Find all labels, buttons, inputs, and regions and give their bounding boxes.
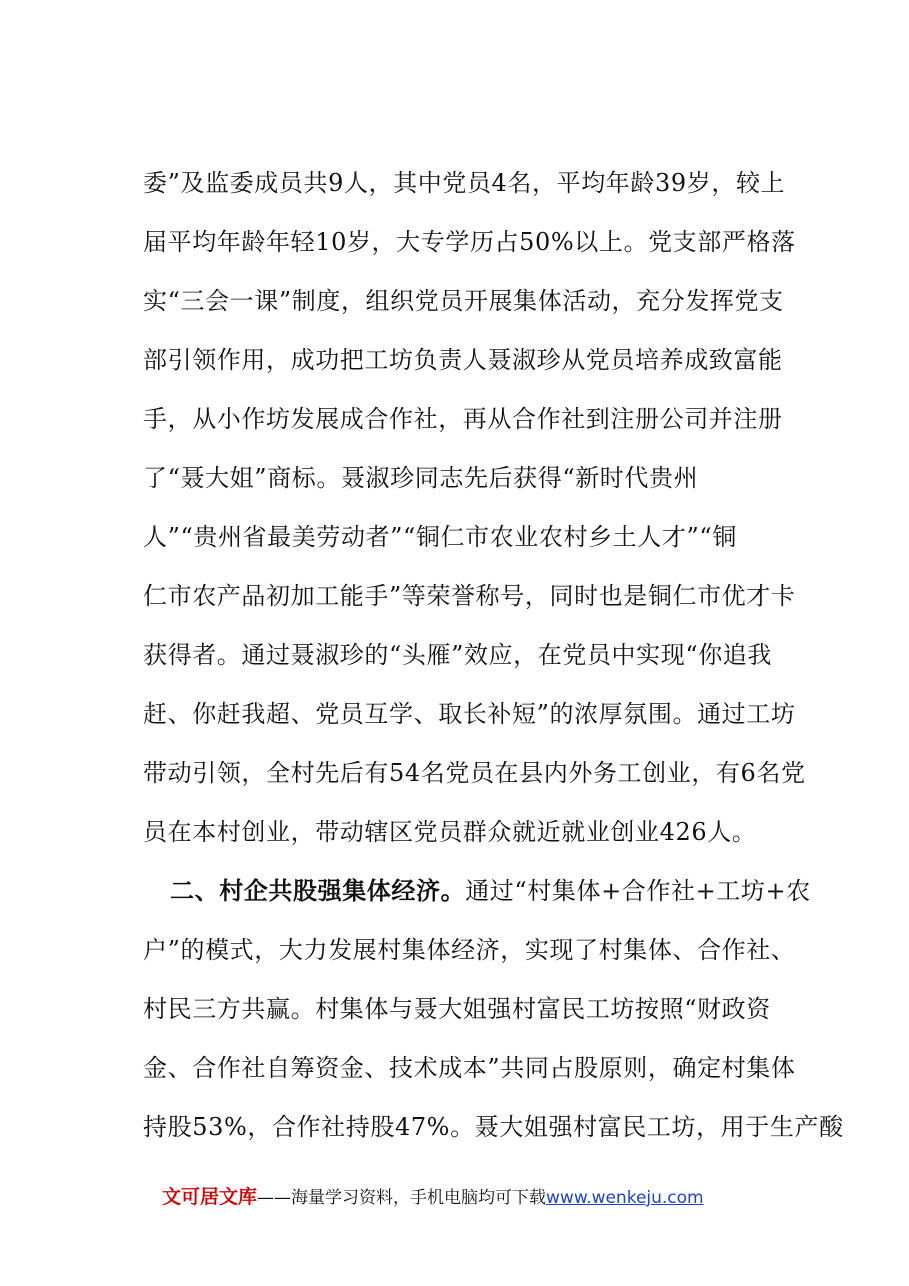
body-text-line: 村民三方共赢。村集体与聂大姐强村富民工坊按照“财政资 [143,995,771,1023]
body-text-line: 赶、你赶我超、党员互学、取长补短”的浓厚氛围。通过工坊 [143,700,796,728]
section-2-first-line [170,871,822,911]
body-text-line: 获得者。通过聂淑珍的“头雁”效应，在党员中实现“你追我 [143,641,773,669]
footer-banner [162,1182,704,1212]
section-2-heading: 二、村企共股强集体经济。 [170,877,466,905]
body-text-line: 户”的模式，大力发展村集体经济，实现了村集体、合作社、 [143,936,796,964]
body-text-line: 届平均年龄年轻10岁，大专学历占50%以上。党支部严格落 [143,228,796,256]
body-text-line: 实“三会一课”制度，组织党员开展集体活动，充分发挥党支 [143,287,784,315]
footer-brand: 文可居文库 [162,1186,258,1208]
body-text-line: 带动引领，全村先后有54名党员在县内外务工创业，有6名党 [143,759,806,787]
body-text-line: 仁市农产品初加工能手”等荣誉称号，同时也是铜仁市优才卡 [143,582,796,610]
body-text-line: 持股53%，合作社持股47%。聂大姐强村富民工坊，用于生产酸 [143,1113,844,1141]
section-2-first-line-rest: 通过“村集体+合作社+工坊+农 [465,877,811,905]
body-text-line: 金、合作社自筹资金、技术成本”共同占股原则，确定村集体 [143,1054,796,1082]
body-text-line: 委”及监委成员共9人，其中党员4名，平均年龄39岁，较上 [143,169,786,197]
body-text-line: 部引领作用，成功把工坊负责人聂淑珍从党员培养成致富能 [143,346,783,374]
body-text-line: 员在本村创业，带动辖区党员群众就近就业创业426人。 [143,818,757,846]
body-text-line: 了“聂大姐”商标。聂淑珍同志先后获得“新时代贵州 [143,464,699,492]
body-text-line: 人”“贵州省最美劳动者”“铜仁市农业农村乡土人才”“铜 [143,523,737,551]
footer-tagline: ——海量学习资料，手机电脑均可下载 [257,1188,547,1208]
body-text-line: 手，从小作坊发展成合作社，再从合作社到注册公司并注册 [143,405,783,433]
footer-url-link[interactable]: www.wenkeju.com [546,1188,704,1208]
